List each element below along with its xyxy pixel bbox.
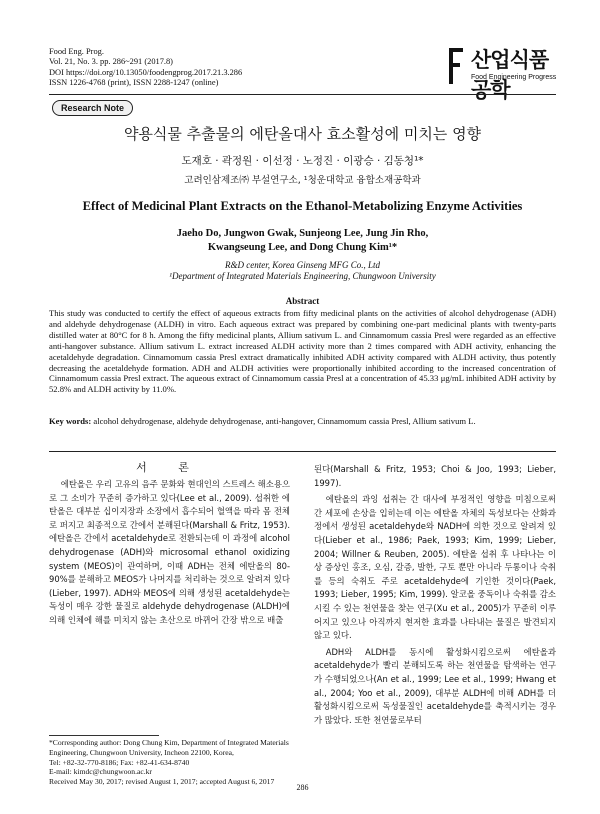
intro-paragraph-continued: 된다(Marshall & Fritz, 1953; Choi & Joo, 1993; Lieber, 1997).: [314, 464, 556, 488]
journal-doi: DOI https://doi.org/10.13050/foodengprog.2017.21.3.286: [49, 67, 243, 77]
footnote-dates: Received May 30, 2017; revised August 1, 2017; accepted August 6, 2017: [49, 777, 275, 787]
header-rule: [49, 94, 556, 95]
english-authors-line-2: Kwangseung Lee, and Dong Chung Kim¹*: [207, 242, 398, 253]
footnote-email: E-mail: kimdc@chungwoon.ac.kr: [49, 767, 152, 777]
journal-volume: Vol. 21, No. 3. pp. 286~291 (2017.8): [49, 57, 173, 67]
left-column: [49, 478, 290, 628]
korean-affiliation: 고려인삼제조㈜ 부설연구소, ¹청운대학교 융합소재공학과: [184, 175, 421, 186]
korean-title: 약용식물 추출물의 에탄올대사 효소활성에 미치는 영향: [123, 125, 482, 143]
logo-english-text: Food Engineering Progress: [471, 74, 557, 81]
english-affiliation: [49, 260, 556, 282]
section-heading-introduction: 서 론: [136, 461, 203, 474]
corresponding-author-footnote: [49, 738, 290, 787]
abstract-rule: [49, 451, 556, 452]
page-number: 286: [296, 783, 309, 792]
korean-authors: 도재호 · 곽정원 · 이선정 · 노정진 · 이광승 · 김동청¹*: [181, 155, 424, 167]
journal-name: Food Eng. Prog.: [49, 47, 104, 56]
abstract-text: This study was conducted to certify the effect of aqueous extracts from fifty medicinal plants on the activities of alcohol dehydrogenase (ADH) and aldehyde dehydrogenase (ALDH) in vitro. Each aqueous extract was prepared by combining one-part medicinal plants with twenty-parts distilled water at 80°C for 8 h. Among the fifty medicinal plants, Allium sativum L. and Cinnamomum cassia Presl were regarded as an effective anti-hangover substance. Allium sativum L. extract increased ALDH activity more than 2 times compared with ADH activity, enhancing the acetaldehyde degradation. Cinnamomum cassia Presl extract dramatically inhibited ADH activity compared with ALDH activity, thus potently decreasing the acetaldehyde formation. ADH and ALDH activities were proportionally inhibited according to the increased concentration of Cinnamomum cassia Presl extract. The aqueous extract of Cinnamomum cassia Presl at a concentration of 45.33 μg/mL inhibited ADH activity by 52.8% and ALDH activity by 11.0%.: [49, 308, 556, 395]
intro-paragraph-1: 에탄올은 우리 고유의 음주 문화와 현대인의 스트레스 해소용으로 그 소비가 꾸준히 증가하고 있다(Lee et al., 2009). 섭취한 에탄올은 대부분 십이지장과 소장에서 흡수되어 혈액을 따라 몸 전체로 퍼지고 최종적으로 간에서 분해된다(Marshall & Fritz, 1953). 에탄올은 간에서 acetaldehyde로 전환되는데 이 과정에 alcohol dehydrogenase (ADH)와 microsomal ethanol oxidizing system (MEOS)이 관여하며, 이때 ADH는 전체 에탄올의 80-90%를 분해하고 MEOS가 나머지를 처리하는 것으로 알려져 있다(Lieber, 1997). ADH와 MEOS에 의해 생성된 acetaldehyde는 독성이 매우 강한 물질로 aldehyde dehydrogenase (ALDH)에 의해 인체에 해를 미치지 않는 초산으로 바뀌어 간장 밖으로 배출: [49, 479, 290, 625]
logo-korean-text: 산업식품공학: [471, 48, 549, 102]
article-type-badge: Research Note: [52, 100, 133, 116]
english-affiliation-line-1: R&D center, Korea Ginseng MFG Co., Ltd: [225, 260, 380, 270]
journal-meta: [49, 47, 242, 88]
footnote-phone: Tel: +82-32-770-8186; Fax: +82-41-634-8740: [49, 757, 190, 767]
keywords: [49, 416, 556, 427]
journal-issn: ISSN 1226-4768 (print), ISSN 2288-1247 (online): [49, 77, 219, 87]
right-column: [314, 463, 556, 727]
english-authors-line-1: Jaeho Do, Jungwon Gwak, Sunjeong Lee, Jung Jin Rho,: [176, 228, 429, 239]
journal-logo-mark-icon: [449, 48, 465, 84]
abstract-heading: Abstract: [285, 296, 320, 306]
footnote-rule: [49, 735, 159, 736]
journal-logo: [447, 44, 557, 102]
keywords-label: Key words:: [49, 416, 92, 426]
intro-paragraph-2: 에탄올의 과잉 섭취는 간 대사에 부정적인 영향을 미침으로써 간 세포에 손상을 입히는데 이는 에탄올 자체의 독성보다는 산화과정에서 생성된 acetaldehyde와 NADH에 의한 것으로 알려져 있다(Lieber et al., 1986; Paek, 1993; Kim, 1999; Lieber, 2004; Willner & Reuben, 2005). 에탄올 섭취 후 나타나는 이상 증상인 홍조, 오심, 갈증, 발한, 구토 뿐만 아니라 두통이나 숙취를 등의 숙취도 주로 acetaldehyde에 기인한 것이다(Paek, 1993; Lieber, 1995; Kim, 1999). 알코올 중독이나 숙취를 감소시킬 수 있는 천연물을 찾는 연구(Xu et al., 2005)가 꾸준히 이루어지고 있으나 아직까지 현저한 효과를 나타내는 물질은 발견되지 않고 있다.: [314, 494, 556, 641]
english-title: Effect of Medicinal Plant Extracts on the Ethanol-Metabolizing Enzyme Activities: [82, 199, 523, 213]
english-affiliation-line-2: ¹Department of Integrated Materials Engineering, Chungwoon University: [169, 271, 436, 281]
intro-paragraph-3: ADH와 ALDH를 동시에 활성화시킴으로써 에탄올과 acetaldehyde가 빨리 분해되도록 하는 천연물을 탐색하는 연구가 수행되었으나(An et al., 1999; Lee et al., 1999; Hwang et al., 2004; Yoo et al., 2009), 대부분 ALDH에 비해 ADH를 더 활성화시킴으로써 독성물질인 acetaldehyde를 축적시키는 경우가 많았다. 또한 천연물로부터: [314, 646, 556, 725]
english-authors: [49, 227, 556, 255]
footnote-author: *Corresponding author: Dong Chung Kim, Department of Integrated Materials Engineering, Chungwoon University, Incheon 22100, Korea,: [49, 738, 289, 757]
keywords-list: alcohol dehydrogenase, aldehyde dehydrogenase, anti-hangover, Cinnamomum cassia Presl, Allium sativum L.: [93, 416, 476, 426]
